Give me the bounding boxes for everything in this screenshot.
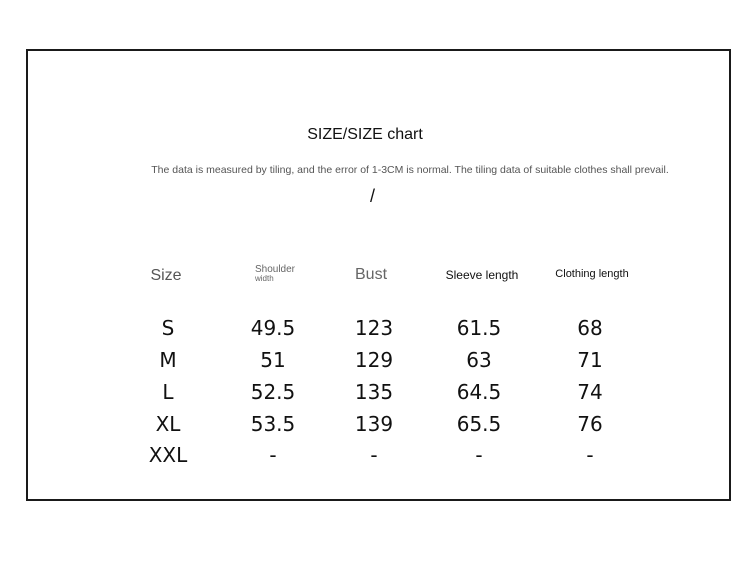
cell-clothing: - [586, 443, 594, 467]
cell-bust: 135 [354, 380, 394, 404]
measurement-note: The data is measured by tiling, and the error of 1-3CM is normal. The tiling data of suitable clothes shall prevail. [151, 164, 669, 176]
cell-bust: 123 [354, 316, 394, 340]
cell-bust: 139 [354, 412, 394, 436]
cell-sleeve: 61.5 [456, 316, 502, 340]
cell-size: L [162, 380, 174, 404]
cell-sleeve: 65.5 [456, 412, 502, 436]
cell-size: M [159, 348, 177, 372]
cell-shoulder: - [269, 443, 277, 467]
cell-sleeve: 64.5 [456, 380, 502, 404]
header-shoulder-line2: width [254, 274, 274, 283]
cell-clothing: 76 [577, 412, 603, 436]
cell-sleeve: 63 [466, 348, 492, 372]
cell-size: XXL [148, 443, 188, 467]
cell-clothing: 74 [577, 380, 603, 404]
header-shoulder-width [255, 265, 295, 283]
chart-title: SIZE/SIZE chart [307, 126, 423, 143]
cell-clothing: 71 [577, 348, 603, 372]
cell-bust: 129 [354, 348, 394, 372]
cell-clothing: 68 [577, 316, 603, 340]
header-clothing-length: Clothing length [555, 268, 629, 280]
header-shoulder-line1: Shoulder [254, 264, 296, 275]
cell-size: XL [155, 412, 181, 436]
cell-shoulder: 49.5 [250, 316, 296, 340]
separator-slash: / [370, 186, 376, 206]
cell-shoulder: 51 [260, 348, 286, 372]
cell-sleeve: - [475, 443, 483, 467]
cell-shoulder: 52.5 [250, 380, 296, 404]
cell-size: S [161, 316, 175, 340]
header-bust: Bust [354, 266, 388, 283]
cell-shoulder: 53.5 [250, 412, 296, 436]
cell-bust: - [370, 443, 378, 467]
header-sleeve-length: Sleeve length [445, 268, 519, 282]
header-size: Size [150, 267, 182, 284]
